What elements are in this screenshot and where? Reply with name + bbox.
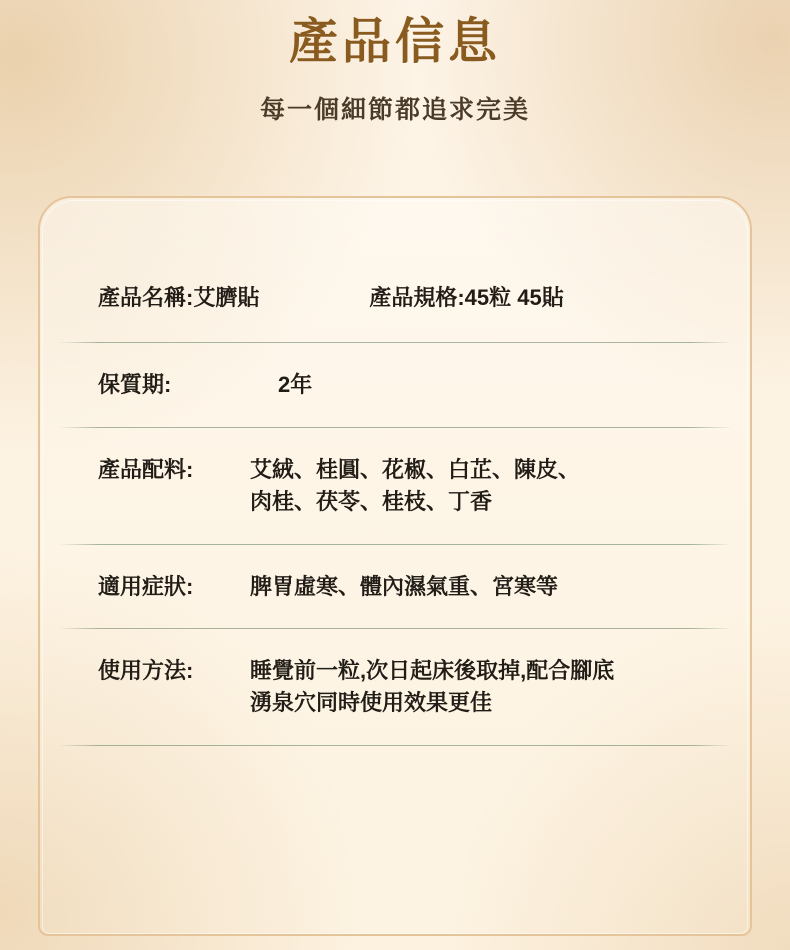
ingredients-value bbox=[250, 454, 580, 518]
shelf-life-label: 保質期: bbox=[98, 371, 172, 397]
table-row bbox=[40, 343, 750, 427]
page-subtitle: 每一個細節都追求完美 bbox=[259, 96, 530, 125]
usage-value bbox=[250, 655, 614, 719]
table-row bbox=[40, 428, 750, 544]
table-row bbox=[40, 629, 750, 745]
usage-label: 使用方法: bbox=[98, 658, 194, 684]
shelf-life-value-line1: 2年 bbox=[278, 371, 313, 397]
symptoms-label: 適用症狀: bbox=[98, 573, 194, 599]
table-bottom-spacer bbox=[40, 746, 750, 836]
symptoms-value bbox=[250, 571, 558, 603]
table-row bbox=[40, 256, 750, 342]
spec-card bbox=[38, 196, 752, 936]
ingredients-label: 產品配料: bbox=[98, 456, 194, 482]
spec-table bbox=[40, 256, 750, 836]
shelf-life-value bbox=[278, 369, 312, 401]
table-row bbox=[40, 545, 750, 629]
product-size-cell: 產品規格:45粒 45貼 bbox=[369, 285, 564, 310]
page-header bbox=[0, 0, 790, 126]
usage-value-line2: 湧泉穴同時使用效果更佳 bbox=[250, 690, 493, 716]
ingredients-value-line1: 艾絨、桂圓、花椒、白芷、陳皮、 bbox=[250, 456, 581, 482]
product-name-cell: 產品名稱:艾臍貼 bbox=[98, 285, 260, 310]
ingredients-value-line2: 肉桂、茯苓、桂枝、丁香 bbox=[250, 488, 493, 514]
usage-value-line1: 睡覺前一粒,次日起床後取掉,配合腳底 bbox=[250, 658, 615, 684]
symptoms-value-line1: 脾胃虛寒、體內濕氣重、宮寒等 bbox=[250, 573, 559, 599]
page-title: 產品信息 bbox=[288, 15, 501, 69]
